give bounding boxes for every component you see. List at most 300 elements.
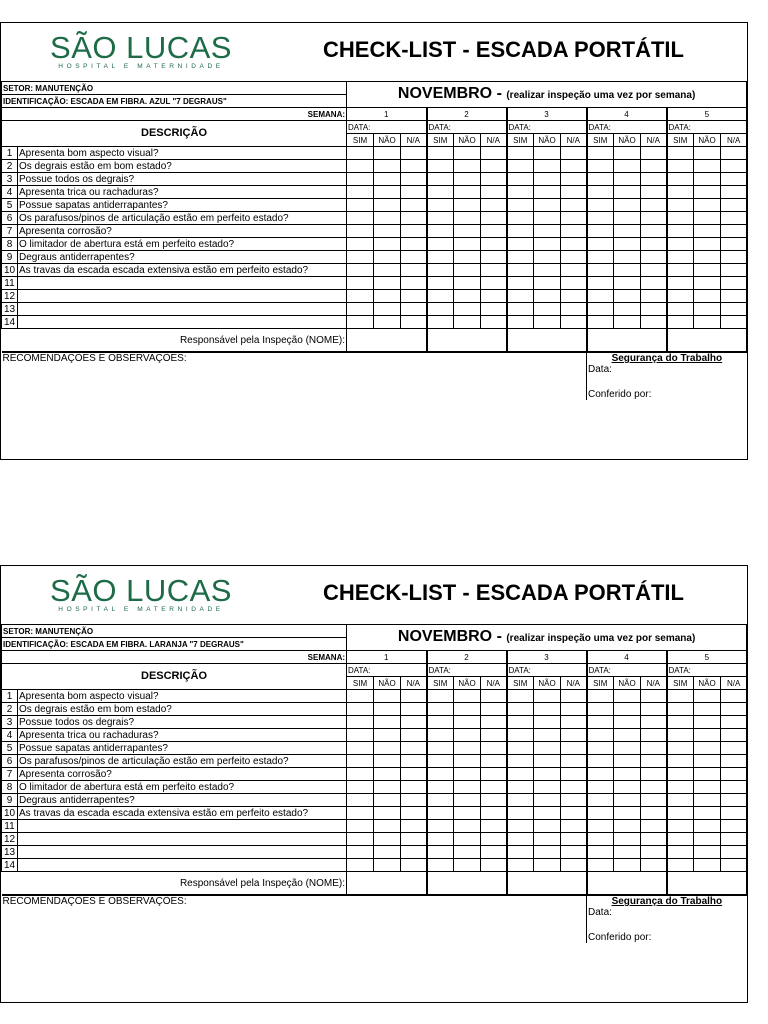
- check-cell-nao[interactable]: [534, 846, 561, 859]
- check-cell-sim[interactable]: [587, 833, 614, 846]
- check-cell-nao[interactable]: [614, 251, 641, 264]
- check-cell-sim[interactable]: [507, 781, 534, 794]
- check-cell-sim[interactable]: [347, 303, 374, 316]
- check-cell-sim[interactable]: [427, 199, 454, 212]
- check-cell-nao[interactable]: [374, 781, 401, 794]
- check-cell-sim[interactable]: [507, 277, 534, 290]
- check-cell-na[interactable]: [641, 212, 667, 225]
- check-cell-na[interactable]: [561, 768, 587, 781]
- check-cell-sim[interactable]: [347, 251, 374, 264]
- check-cell-na[interactable]: [641, 716, 667, 729]
- check-cell-na[interactable]: [401, 173, 427, 186]
- check-cell-nao[interactable]: [374, 794, 401, 807]
- check-cell-nao[interactable]: [614, 781, 641, 794]
- check-cell-nao[interactable]: [454, 742, 481, 755]
- check-cell-sim[interactable]: [507, 742, 534, 755]
- check-cell-nao[interactable]: [374, 199, 401, 212]
- check-cell-nao[interactable]: [614, 768, 641, 781]
- check-cell-sim[interactable]: [507, 820, 534, 833]
- check-cell-sim[interactable]: [587, 186, 614, 199]
- check-cell-na[interactable]: [481, 833, 507, 846]
- check-cell-nao[interactable]: [454, 277, 481, 290]
- check-cell-na[interactable]: [721, 742, 747, 755]
- check-cell-nao[interactable]: [534, 833, 561, 846]
- check-cell-na[interactable]: [641, 781, 667, 794]
- check-cell-sim[interactable]: [507, 846, 534, 859]
- check-cell-sim[interactable]: [667, 768, 694, 781]
- check-cell-nao[interactable]: [614, 794, 641, 807]
- responsavel-field[interactable]: [347, 329, 427, 353]
- check-cell-sim[interactable]: [667, 277, 694, 290]
- check-cell-nao[interactable]: [534, 690, 561, 703]
- check-cell-na[interactable]: [561, 703, 587, 716]
- check-cell-nao[interactable]: [374, 716, 401, 729]
- check-cell-na[interactable]: [561, 820, 587, 833]
- check-cell-nao[interactable]: [694, 238, 721, 251]
- check-cell-nao[interactable]: [454, 160, 481, 173]
- check-cell-na[interactable]: [641, 225, 667, 238]
- check-cell-nao[interactable]: [534, 755, 561, 768]
- check-cell-nao[interactable]: [694, 729, 721, 742]
- check-cell-sim[interactable]: [507, 199, 534, 212]
- check-cell-na[interactable]: [401, 199, 427, 212]
- check-cell-na[interactable]: [641, 690, 667, 703]
- check-cell-nao[interactable]: [454, 238, 481, 251]
- check-cell-na[interactable]: [721, 755, 747, 768]
- check-cell-na[interactable]: [401, 277, 427, 290]
- check-cell-na[interactable]: [561, 147, 587, 160]
- check-cell-na[interactable]: [481, 716, 507, 729]
- check-cell-nao[interactable]: [614, 703, 641, 716]
- check-cell-sim[interactable]: [667, 173, 694, 186]
- check-cell-sim[interactable]: [507, 160, 534, 173]
- check-cell-nao[interactable]: [374, 303, 401, 316]
- check-cell-na[interactable]: [641, 846, 667, 859]
- check-cell-nao[interactable]: [534, 225, 561, 238]
- check-cell-nao[interactable]: [454, 264, 481, 277]
- check-cell-sim[interactable]: [347, 316, 374, 329]
- check-cell-nao[interactable]: [534, 781, 561, 794]
- check-cell-na[interactable]: [401, 794, 427, 807]
- check-cell-na[interactable]: [401, 186, 427, 199]
- check-cell-sim[interactable]: [667, 755, 694, 768]
- check-cell-na[interactable]: [401, 742, 427, 755]
- check-cell-na[interactable]: [561, 794, 587, 807]
- check-cell-na[interactable]: [721, 716, 747, 729]
- responsavel-field[interactable]: [427, 329, 507, 353]
- check-cell-sim[interactable]: [667, 846, 694, 859]
- check-cell-sim[interactable]: [667, 303, 694, 316]
- check-cell-sim[interactable]: [507, 147, 534, 160]
- check-cell-na[interactable]: [641, 173, 667, 186]
- check-cell-na[interactable]: [481, 768, 507, 781]
- check-cell-nao[interactable]: [534, 742, 561, 755]
- check-cell-na[interactable]: [401, 716, 427, 729]
- check-cell-na[interactable]: [481, 303, 507, 316]
- check-cell-sim[interactable]: [427, 264, 454, 277]
- check-cell-sim[interactable]: [507, 225, 534, 238]
- check-cell-na[interactable]: [561, 742, 587, 755]
- check-cell-sim[interactable]: [347, 807, 374, 820]
- check-cell-na[interactable]: [721, 781, 747, 794]
- check-cell-sim[interactable]: [427, 277, 454, 290]
- check-cell-sim[interactable]: [667, 160, 694, 173]
- check-cell-sim[interactable]: [507, 264, 534, 277]
- check-cell-na[interactable]: [401, 690, 427, 703]
- check-cell-nao[interactable]: [694, 277, 721, 290]
- check-cell-sim[interactable]: [507, 290, 534, 303]
- check-cell-na[interactable]: [481, 160, 507, 173]
- check-cell-nao[interactable]: [454, 716, 481, 729]
- check-cell-nao[interactable]: [534, 820, 561, 833]
- check-cell-na[interactable]: [561, 833, 587, 846]
- check-cell-sim[interactable]: [587, 794, 614, 807]
- check-cell-nao[interactable]: [614, 225, 641, 238]
- check-cell-na[interactable]: [481, 290, 507, 303]
- check-cell-nao[interactable]: [374, 859, 401, 872]
- check-cell-na[interactable]: [721, 277, 747, 290]
- check-cell-na[interactable]: [561, 303, 587, 316]
- check-cell-nao[interactable]: [454, 690, 481, 703]
- check-cell-sim[interactable]: [427, 794, 454, 807]
- check-cell-nao[interactable]: [454, 794, 481, 807]
- check-cell-sim[interactable]: [347, 199, 374, 212]
- check-cell-nao[interactable]: [614, 729, 641, 742]
- check-cell-na[interactable]: [481, 729, 507, 742]
- check-cell-na[interactable]: [401, 212, 427, 225]
- check-cell-sim[interactable]: [507, 186, 534, 199]
- check-cell-nao[interactable]: [694, 716, 721, 729]
- check-cell-nao[interactable]: [454, 833, 481, 846]
- check-cell-sim[interactable]: [667, 794, 694, 807]
- check-cell-nao[interactable]: [614, 212, 641, 225]
- check-cell-nao[interactable]: [534, 277, 561, 290]
- check-cell-sim[interactable]: [587, 820, 614, 833]
- check-cell-nao[interactable]: [614, 716, 641, 729]
- check-cell-sim[interactable]: [587, 716, 614, 729]
- check-cell-nao[interactable]: [614, 160, 641, 173]
- responsavel-field[interactable]: [667, 872, 747, 896]
- check-cell-nao[interactable]: [534, 160, 561, 173]
- check-cell-na[interactable]: [481, 755, 507, 768]
- check-cell-sim[interactable]: [667, 703, 694, 716]
- check-cell-na[interactable]: [721, 290, 747, 303]
- check-cell-na[interactable]: [401, 729, 427, 742]
- check-cell-na[interactable]: [401, 303, 427, 316]
- check-cell-nao[interactable]: [374, 147, 401, 160]
- check-cell-na[interactable]: [561, 846, 587, 859]
- check-cell-sim[interactable]: [427, 238, 454, 251]
- check-cell-na[interactable]: [401, 807, 427, 820]
- check-cell-sim[interactable]: [587, 173, 614, 186]
- check-cell-na[interactable]: [641, 147, 667, 160]
- check-cell-sim[interactable]: [587, 742, 614, 755]
- check-cell-na[interactable]: [401, 703, 427, 716]
- check-cell-nao[interactable]: [614, 277, 641, 290]
- check-cell-na[interactable]: [561, 690, 587, 703]
- check-cell-na[interactable]: [721, 225, 747, 238]
- check-cell-nao[interactable]: [694, 225, 721, 238]
- check-cell-nao[interactable]: [694, 807, 721, 820]
- check-cell-nao[interactable]: [614, 846, 641, 859]
- check-cell-sim[interactable]: [507, 238, 534, 251]
- check-cell-na[interactable]: [481, 781, 507, 794]
- check-cell-na[interactable]: [481, 807, 507, 820]
- check-cell-nao[interactable]: [614, 199, 641, 212]
- check-cell-nao[interactable]: [694, 742, 721, 755]
- check-cell-sim[interactable]: [667, 690, 694, 703]
- check-cell-nao[interactable]: [534, 212, 561, 225]
- check-cell-na[interactable]: [481, 212, 507, 225]
- check-cell-nao[interactable]: [614, 303, 641, 316]
- check-cell-nao[interactable]: [534, 303, 561, 316]
- check-cell-nao[interactable]: [534, 794, 561, 807]
- check-cell-nao[interactable]: [374, 251, 401, 264]
- check-cell-na[interactable]: [481, 225, 507, 238]
- check-cell-sim[interactable]: [427, 160, 454, 173]
- check-cell-sim[interactable]: [427, 833, 454, 846]
- check-cell-na[interactable]: [561, 160, 587, 173]
- check-cell-na[interactable]: [641, 768, 667, 781]
- check-cell-na[interactable]: [641, 742, 667, 755]
- check-cell-sim[interactable]: [507, 755, 534, 768]
- check-cell-nao[interactable]: [534, 768, 561, 781]
- check-cell-nao[interactable]: [454, 303, 481, 316]
- check-cell-sim[interactable]: [587, 729, 614, 742]
- check-cell-nao[interactable]: [614, 290, 641, 303]
- check-cell-na[interactable]: [481, 846, 507, 859]
- check-cell-nao[interactable]: [614, 859, 641, 872]
- check-cell-sim[interactable]: [427, 290, 454, 303]
- check-cell-nao[interactable]: [374, 212, 401, 225]
- check-cell-na[interactable]: [481, 199, 507, 212]
- check-cell-nao[interactable]: [374, 290, 401, 303]
- check-cell-nao[interactable]: [534, 147, 561, 160]
- check-cell-na[interactable]: [401, 264, 427, 277]
- check-cell-sim[interactable]: [427, 703, 454, 716]
- check-cell-na[interactable]: [641, 755, 667, 768]
- check-cell-sim[interactable]: [507, 859, 534, 872]
- check-cell-na[interactable]: [641, 820, 667, 833]
- check-cell-nao[interactable]: [694, 147, 721, 160]
- check-cell-na[interactable]: [401, 160, 427, 173]
- check-cell-nao[interactable]: [454, 781, 481, 794]
- check-cell-na[interactable]: [401, 820, 427, 833]
- check-cell-sim[interactable]: [507, 303, 534, 316]
- check-cell-nao[interactable]: [614, 755, 641, 768]
- check-cell-nao[interactable]: [534, 199, 561, 212]
- check-cell-sim[interactable]: [667, 186, 694, 199]
- check-cell-sim[interactable]: [347, 781, 374, 794]
- check-cell-nao[interactable]: [694, 264, 721, 277]
- check-cell-sim[interactable]: [427, 690, 454, 703]
- check-cell-na[interactable]: [721, 859, 747, 872]
- check-cell-nao[interactable]: [614, 820, 641, 833]
- check-cell-nao[interactable]: [614, 238, 641, 251]
- check-cell-nao[interactable]: [534, 859, 561, 872]
- check-cell-sim[interactable]: [347, 264, 374, 277]
- check-cell-nao[interactable]: [534, 703, 561, 716]
- check-cell-nao[interactable]: [374, 238, 401, 251]
- check-cell-sim[interactable]: [427, 186, 454, 199]
- check-cell-na[interactable]: [641, 238, 667, 251]
- responsavel-field[interactable]: [427, 872, 507, 896]
- check-cell-na[interactable]: [721, 846, 747, 859]
- check-cell-sim[interactable]: [427, 173, 454, 186]
- check-cell-sim[interactable]: [667, 290, 694, 303]
- check-cell-na[interactable]: [641, 264, 667, 277]
- check-cell-na[interactable]: [561, 186, 587, 199]
- check-cell-sim[interactable]: [347, 742, 374, 755]
- check-cell-na[interactable]: [641, 794, 667, 807]
- check-cell-sim[interactable]: [427, 716, 454, 729]
- check-cell-nao[interactable]: [454, 729, 481, 742]
- check-cell-sim[interactable]: [587, 690, 614, 703]
- check-cell-nao[interactable]: [614, 807, 641, 820]
- check-cell-na[interactable]: [481, 186, 507, 199]
- check-cell-sim[interactable]: [347, 859, 374, 872]
- check-cell-sim[interactable]: [347, 212, 374, 225]
- check-cell-sim[interactable]: [427, 807, 454, 820]
- check-cell-sim[interactable]: [507, 807, 534, 820]
- check-cell-sim[interactable]: [587, 251, 614, 264]
- check-cell-na[interactable]: [561, 225, 587, 238]
- check-cell-na[interactable]: [561, 729, 587, 742]
- check-cell-nao[interactable]: [454, 316, 481, 329]
- check-cell-na[interactable]: [641, 833, 667, 846]
- check-cell-nao[interactable]: [454, 768, 481, 781]
- check-cell-sim[interactable]: [587, 781, 614, 794]
- check-cell-nao[interactable]: [694, 781, 721, 794]
- check-cell-sim[interactable]: [587, 859, 614, 872]
- check-cell-na[interactable]: [561, 807, 587, 820]
- check-cell-sim[interactable]: [667, 742, 694, 755]
- check-cell-nao[interactable]: [614, 690, 641, 703]
- check-cell-nao[interactable]: [374, 755, 401, 768]
- check-cell-sim[interactable]: [347, 768, 374, 781]
- check-cell-na[interactable]: [721, 303, 747, 316]
- check-cell-na[interactable]: [641, 703, 667, 716]
- check-cell-na[interactable]: [401, 755, 427, 768]
- check-cell-sim[interactable]: [587, 316, 614, 329]
- check-cell-nao[interactable]: [454, 755, 481, 768]
- check-cell-na[interactable]: [561, 755, 587, 768]
- check-cell-nao[interactable]: [694, 173, 721, 186]
- check-cell-nao[interactable]: [454, 859, 481, 872]
- check-cell-na[interactable]: [721, 173, 747, 186]
- check-cell-na[interactable]: [481, 147, 507, 160]
- check-cell-na[interactable]: [641, 277, 667, 290]
- check-cell-nao[interactable]: [694, 820, 721, 833]
- check-cell-nao[interactable]: [694, 186, 721, 199]
- check-cell-na[interactable]: [401, 859, 427, 872]
- check-cell-na[interactable]: [401, 316, 427, 329]
- check-cell-sim[interactable]: [347, 755, 374, 768]
- check-cell-nao[interactable]: [374, 742, 401, 755]
- check-cell-nao[interactable]: [614, 147, 641, 160]
- check-cell-sim[interactable]: [667, 807, 694, 820]
- recomendacoes-area[interactable]: [2, 895, 587, 943]
- check-cell-sim[interactable]: [347, 277, 374, 290]
- check-cell-sim[interactable]: [587, 755, 614, 768]
- responsavel-field[interactable]: [587, 872, 667, 896]
- check-cell-na[interactable]: [721, 729, 747, 742]
- check-cell-na[interactable]: [641, 303, 667, 316]
- check-cell-na[interactable]: [481, 794, 507, 807]
- check-cell-nao[interactable]: [694, 290, 721, 303]
- check-cell-nao[interactable]: [534, 807, 561, 820]
- check-cell-sim[interactable]: [507, 173, 534, 186]
- check-cell-na[interactable]: [561, 251, 587, 264]
- check-cell-nao[interactable]: [694, 212, 721, 225]
- check-cell-na[interactable]: [401, 290, 427, 303]
- check-cell-sim[interactable]: [347, 716, 374, 729]
- check-cell-nao[interactable]: [534, 290, 561, 303]
- responsavel-field[interactable]: [667, 329, 747, 353]
- check-cell-nao[interactable]: [454, 290, 481, 303]
- check-cell-nao[interactable]: [534, 264, 561, 277]
- check-cell-sim[interactable]: [587, 212, 614, 225]
- check-cell-sim[interactable]: [347, 160, 374, 173]
- check-cell-nao[interactable]: [694, 846, 721, 859]
- check-cell-sim[interactable]: [507, 316, 534, 329]
- check-cell-sim[interactable]: [347, 703, 374, 716]
- check-cell-na[interactable]: [481, 820, 507, 833]
- check-cell-nao[interactable]: [454, 846, 481, 859]
- check-cell-sim[interactable]: [667, 781, 694, 794]
- check-cell-na[interactable]: [401, 781, 427, 794]
- check-cell-sim[interactable]: [587, 238, 614, 251]
- check-cell-na[interactable]: [561, 199, 587, 212]
- check-cell-sim[interactable]: [587, 147, 614, 160]
- check-cell-sim[interactable]: [347, 833, 374, 846]
- check-cell-sim[interactable]: [587, 160, 614, 173]
- check-cell-na[interactable]: [561, 716, 587, 729]
- check-cell-sim[interactable]: [427, 729, 454, 742]
- check-cell-sim[interactable]: [667, 147, 694, 160]
- check-cell-sim[interactable]: [667, 199, 694, 212]
- check-cell-nao[interactable]: [374, 264, 401, 277]
- check-cell-sim[interactable]: [667, 833, 694, 846]
- check-cell-na[interactable]: [481, 742, 507, 755]
- check-cell-na[interactable]: [721, 820, 747, 833]
- check-cell-nao[interactable]: [374, 846, 401, 859]
- check-cell-sim[interactable]: [587, 846, 614, 859]
- check-cell-na[interactable]: [721, 160, 747, 173]
- check-cell-na[interactable]: [721, 147, 747, 160]
- check-cell-na[interactable]: [721, 251, 747, 264]
- check-cell-na[interactable]: [401, 768, 427, 781]
- check-cell-na[interactable]: [401, 846, 427, 859]
- check-cell-sim[interactable]: [507, 794, 534, 807]
- check-cell-sim[interactable]: [427, 303, 454, 316]
- check-cell-sim[interactable]: [667, 251, 694, 264]
- check-cell-na[interactable]: [481, 859, 507, 872]
- check-cell-na[interactable]: [641, 729, 667, 742]
- check-cell-sim[interactable]: [427, 846, 454, 859]
- check-cell-sim[interactable]: [347, 794, 374, 807]
- check-cell-nao[interactable]: [694, 794, 721, 807]
- check-cell-nao[interactable]: [454, 703, 481, 716]
- check-cell-nao[interactable]: [374, 729, 401, 742]
- check-cell-nao[interactable]: [454, 225, 481, 238]
- check-cell-sim[interactable]: [507, 729, 534, 742]
- check-cell-na[interactable]: [721, 199, 747, 212]
- check-cell-nao[interactable]: [374, 186, 401, 199]
- check-cell-nao[interactable]: [374, 316, 401, 329]
- check-cell-sim[interactable]: [507, 716, 534, 729]
- check-cell-sim[interactable]: [587, 290, 614, 303]
